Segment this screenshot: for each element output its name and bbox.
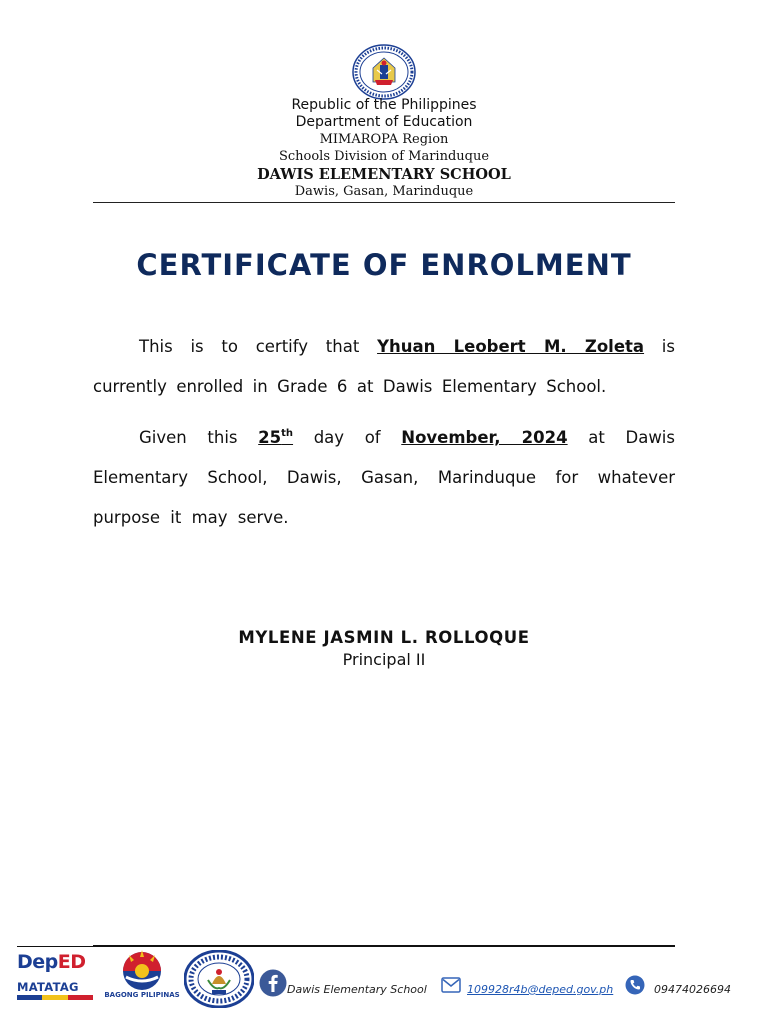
bagong-pilipinas-logo xyxy=(104,947,180,1003)
facebook-label[interactable]: Dawis Elementary School xyxy=(287,983,427,996)
header-republic: Republic of the Philippines xyxy=(291,97,477,113)
facebook-icon[interactable] xyxy=(259,969,287,997)
matatag-strip xyxy=(17,995,93,1000)
header-division: Schools Division of Marinduque xyxy=(278,149,490,164)
phone-number[interactable]: 09474026694 xyxy=(654,983,731,996)
school-seal-icon xyxy=(184,950,254,1008)
issue-day xyxy=(258,428,293,447)
given-paragraph xyxy=(93,418,675,538)
p1-suffix: is currently enrolled in Grade 6 at Dawis Elementary School. xyxy=(93,337,675,396)
p2-mid: day of xyxy=(293,428,402,447)
bagong-pilipinas-logo-icon xyxy=(104,947,180,991)
signatory-position: Principal II xyxy=(342,650,426,669)
email-link[interactable]: 109928r4b@deped.gov.ph xyxy=(467,983,614,996)
footer-divider xyxy=(93,945,675,947)
deped-wordmark-dep: Dep xyxy=(17,951,58,973)
email-icon xyxy=(441,977,461,993)
bagong-pilipinas-label: BAGONG PILIPINAS xyxy=(104,991,180,999)
header-divider xyxy=(93,202,675,203)
deped-matatag-logo xyxy=(17,951,93,1003)
header-school-address: Dawis, Gasan, Marinduque xyxy=(294,184,474,199)
certification-paragraph xyxy=(93,327,675,407)
p2-prefix: Given this xyxy=(139,428,259,447)
deped-wordmark xyxy=(17,951,86,973)
p1-prefix: This is to certify that xyxy=(139,337,378,356)
signatory-name: MYLENE JASMIN L. ROLLOQUE xyxy=(238,628,530,647)
header-region: MIMAROPA Region xyxy=(319,132,449,147)
header-department: Department of Education xyxy=(295,114,473,130)
footer-divider-left xyxy=(17,946,93,947)
student-name: Yhuan Leobert M. Zoleta xyxy=(377,337,645,356)
issue-day-suffix: th xyxy=(281,428,294,439)
issue-month-year: November, 2024 xyxy=(401,428,568,447)
p2-suffix: at Dawis Elementary School, Dawis, Gasan, Marinduque for whatever purpose it may serve. xyxy=(93,428,675,527)
matatag-wordmark: MATATAG xyxy=(17,980,79,994)
deped-seal-icon xyxy=(351,44,417,100)
issue-day-number: 25 xyxy=(258,428,282,447)
header-school-name: DAWIS ELEMENTARY SCHOOL xyxy=(257,166,511,183)
phone-icon xyxy=(625,975,645,995)
deped-wordmark-ed: ED xyxy=(57,951,86,973)
certificate-title: CERTIFICATE OF ENROLMENT xyxy=(136,248,632,282)
